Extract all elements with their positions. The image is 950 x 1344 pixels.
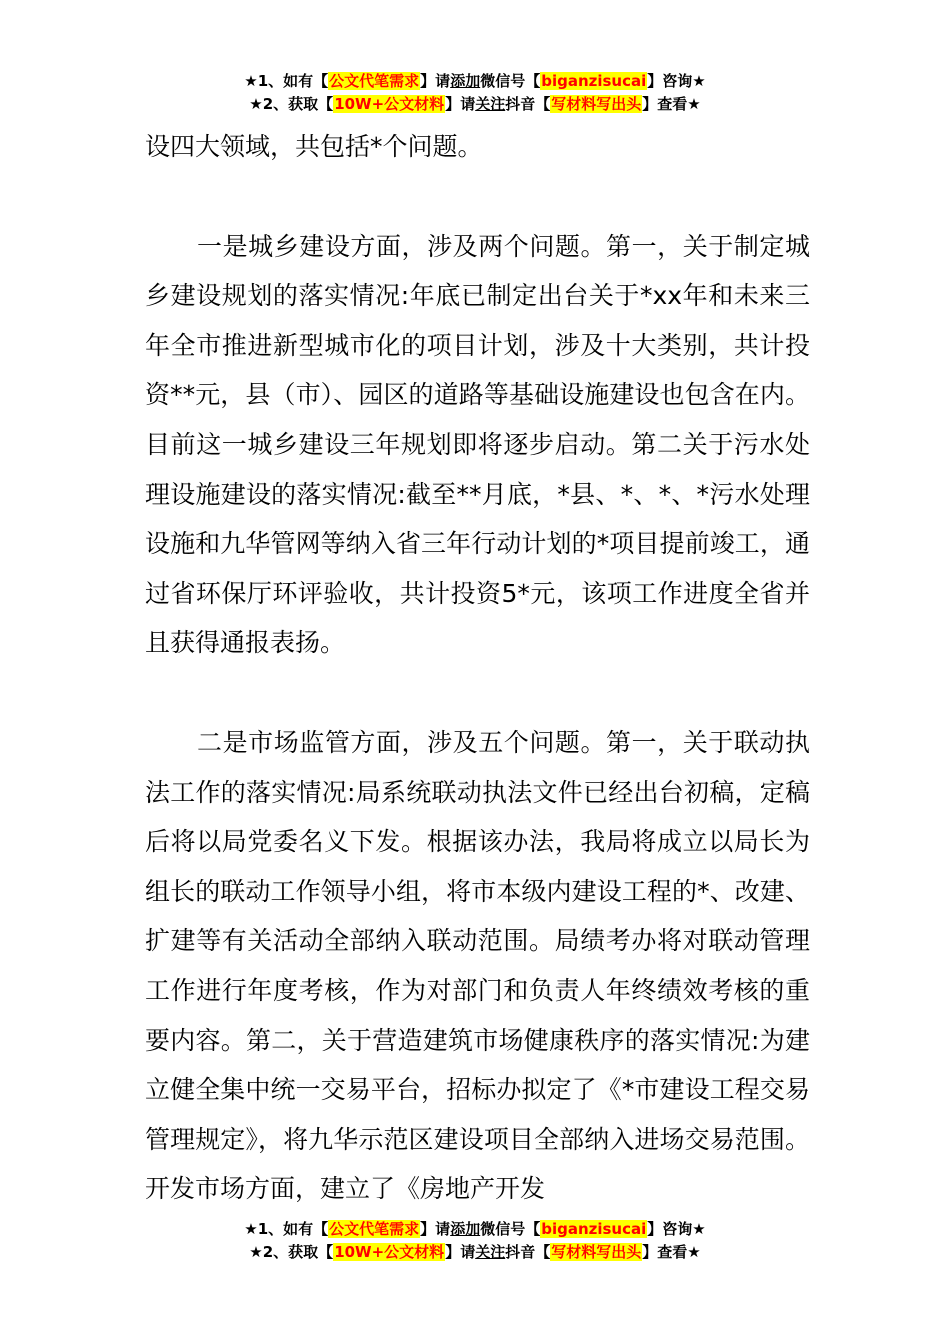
promo-line-1	[0, 70, 950, 93]
footer-promo-banner	[0, 1218, 950, 1264]
promo-text: ★2、获取【	[249, 1243, 334, 1261]
promo-text: 抖音【	[505, 95, 551, 113]
promo-underlined-text: 关注	[475, 1243, 506, 1261]
promo-underlined-text: 添加	[450, 72, 481, 90]
promo-text: 微信号【	[480, 72, 541, 90]
paragraph-market-supervision: 二是市场监管方面，涉及五个问题。第一，关于联动执法工作的落实情况:局系统联动执法文件已经出台初稿，定稿后将以局党委名义下发。根据该办法，我局将成立以局长为组长的联动工作领导小组，将市本级内建设工程的*、改建、扩建等有关活动全部纳入联动范围。局绩考办将对联动管理工作进行年度考核，作为对部门和负责人年终绩效考核的重要内容。第二，关于营造建筑市场健康秩序的落实情况:为建立健全集中统一交易平台，招标办拟定了《*市建设工程交易管理规定》，将九华示范区建设项目全部纳入进场交易范围。开发市场方面，建立了《房地产开发	[145, 727, 810, 1204]
promo-highlight: 写材料写出头	[551, 1243, 642, 1261]
paragraph-urban-rural-construction: 一是城乡建设方面，涉及两个问题。第一，关于制定城乡建设规划的落实情况:年底已制定出台关于*xx年和未来三年全市推进新型城市化的项目计划，涉及十大类别，共计投资**元，县（市）、园区的道路等基础设施建设也包含在内。目前这一城乡建设三年规划即将逐步启动。第二关于污水处理设施建设的落实情况:截至**月底，*县、*、*、*污水处理设施和九华管网等纳入省三年行动计划的*项目提前竣工，通过省环保厅环评验收，共计投资5*元，该项工作进度全省并且获得通报表扬。	[145, 231, 810, 658]
promo-text: 】请	[420, 1220, 451, 1238]
promo-text: 】咨询★	[647, 72, 706, 90]
promo-highlight: 10W+公文材料	[334, 1243, 445, 1261]
promo-text: 微信号【	[480, 1220, 541, 1238]
promo-text: 】请	[445, 1243, 476, 1261]
promo-text: ★1、如有【	[244, 72, 329, 90]
promo-text: 】请	[445, 95, 476, 113]
paragraph-spacer	[145, 172, 810, 222]
promo-text: 抖音【	[505, 1243, 551, 1261]
paragraph-spacer	[145, 668, 810, 718]
promo-text: 】查看★	[642, 95, 701, 113]
paragraph-continuation: 设四大领域，共包括*个问题。	[145, 132, 483, 161]
header-promo-banner	[0, 70, 950, 116]
promo-highlight: biganzisucai	[541, 1220, 647, 1238]
promo-highlight: 公文代笔需求	[329, 72, 420, 90]
promo-underlined-text: 添加	[450, 1220, 481, 1238]
promo-highlight: 写材料写出头	[551, 95, 642, 113]
promo-highlight: 10W+公文材料	[334, 95, 445, 113]
promo-highlight: 公文代笔需求	[329, 1220, 420, 1238]
promo-text: 】查看★	[642, 1243, 701, 1261]
promo-text: ★2、获取【	[249, 95, 334, 113]
promo-text: ★1、如有【	[244, 1220, 329, 1238]
document-body	[145, 122, 810, 1214]
promo-text: 】请	[420, 72, 451, 90]
promo-text: 】咨询★	[647, 1220, 706, 1238]
promo-line-1	[0, 1218, 950, 1241]
promo-line-2	[0, 93, 950, 116]
promo-highlight: biganzisucai	[541, 72, 647, 90]
promo-line-2	[0, 1241, 950, 1264]
promo-underlined-text: 关注	[475, 95, 506, 113]
